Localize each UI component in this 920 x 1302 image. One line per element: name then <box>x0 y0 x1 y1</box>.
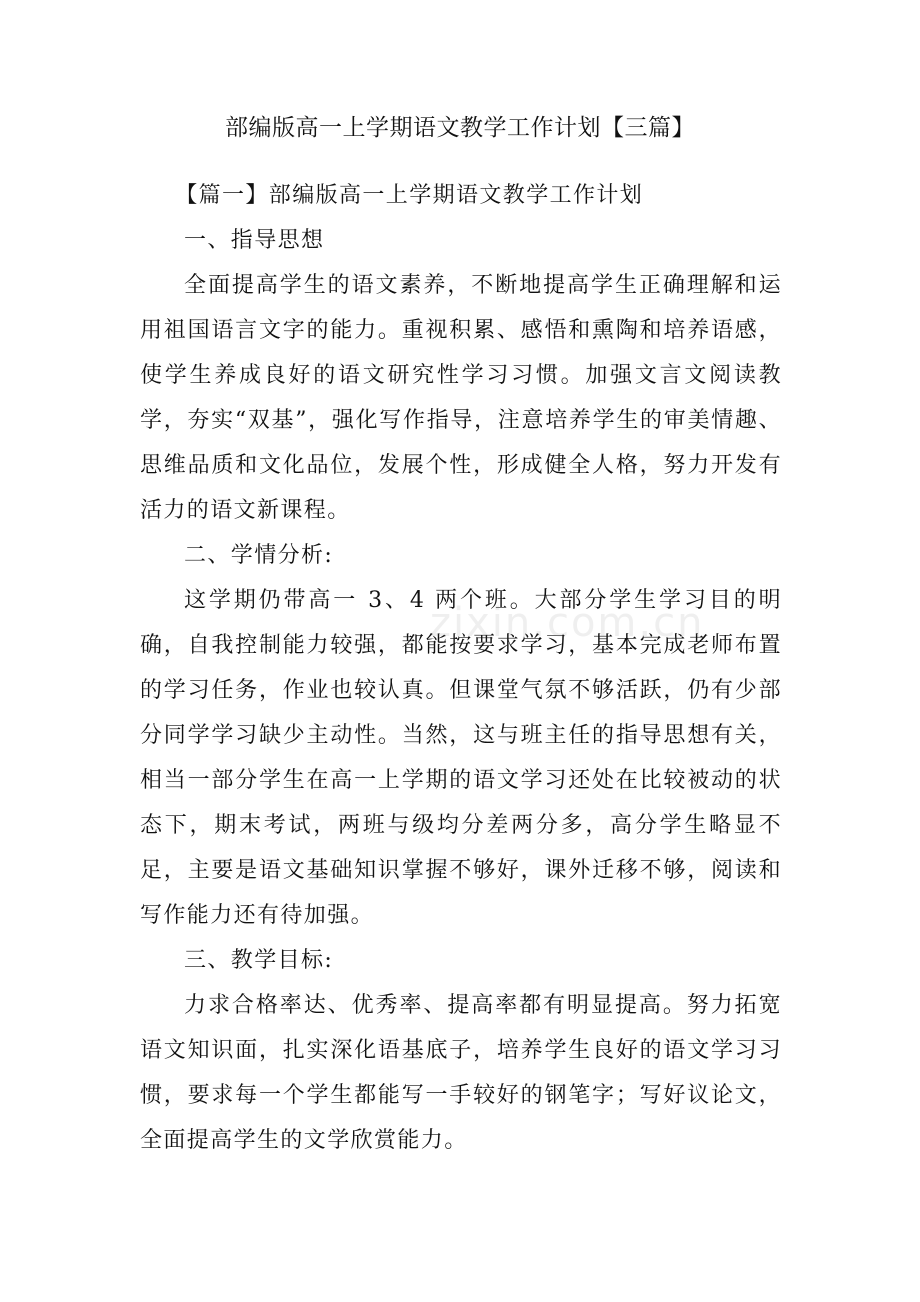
section-heading-guiding-thought: 一、指导思想 <box>184 228 325 253</box>
section-body-guiding-thought: 全面提高学生的语文素养，不断地提高学生正确理解和运用祖国语言文字的能力。重视积累、感悟和熏陶和培养语感，使学生养成良好的语文研究性学习习惯。加强文言文阅读教学，夯实“双基”，强化写作指导，注意培养学生的审美情趣、思维品质和文化品位，发展个性，形成健全人格，努力开发有活力的语文新课程。 <box>140 273 782 523</box>
section-body-teaching-goals: 力求合格率达、优秀率、提高率都有明显提高。努力拓宽语文知识面，扎实深化语基底子，培养学生良好的语文学习习惯，要求每一个学生都能写一手较好的钢笔字；写好议论文，全面提高学生的文学欣赏能力。 <box>140 993 782 1153</box>
section-body-student-analysis: 这学期仍带高一 3、4 两个班。大部分学生学习目的明确，自我控制能力较强，都能按要求学习，基本完成老师布置的学习任务，作业也较认真。但课堂气氛不够活跃，仍有少部分同学学习缺少主动性。当然，这与班主任的指导思想有关，相当一部分学生在高一上学期的语文学习还处在比较被动的状态下，期末考试，两班与级均分差两分多，高分学生略显不足，主要是语文基础知识掌握不够好，课外迁移不够，阅读和写作能力还有待加强。 <box>140 588 782 928</box>
section-heading-teaching-goals: 三、教学目标: <box>184 948 334 973</box>
section-heading-student-analysis: 二、学情分析: <box>184 543 334 568</box>
document-subtitle: 【篇一】部编版高一上学期语文教学工作计划 <box>175 183 644 208</box>
watermark: zixin.com.cn <box>430 600 705 646</box>
document-title: 部编版高一上学期语文教学工作计划【三篇】 <box>225 115 695 141</box>
document-body <box>140 173 782 1163</box>
